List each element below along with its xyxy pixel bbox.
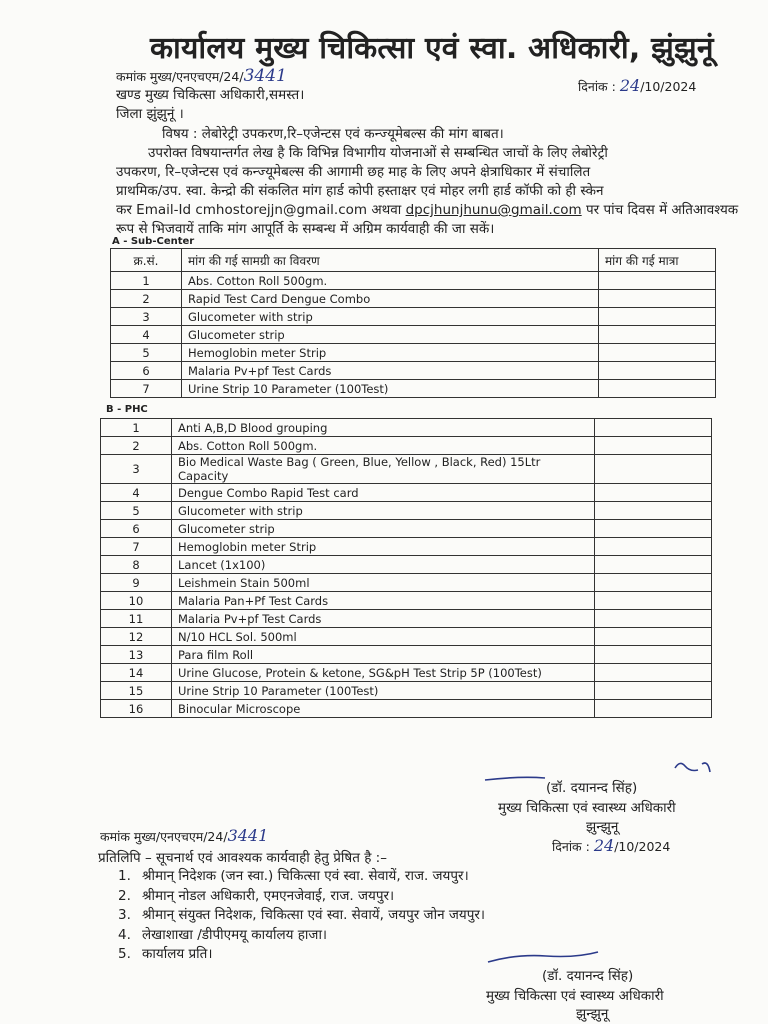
- table-row: [101, 419, 712, 437]
- row-quantity-cell[interactable]: [595, 556, 712, 574]
- row-item: Para film Roll: [172, 646, 595, 664]
- header-quantity: मांग की गई मात्रा: [599, 249, 716, 272]
- row-quantity-cell[interactable]: [599, 362, 716, 380]
- signatory-designation-2: मुख्य चिकित्सा एवं स्वास्थ्य अधिकारी: [486, 988, 664, 1004]
- copy-item-text: श्रीमान् नोडल अधिकारी, एमएनजेवाई, राज. जयपुर।: [142, 887, 395, 904]
- table-header-row: [111, 249, 716, 272]
- body-line-5: रूप से भिजवायें ताकि मांग आपूर्ति के सम्बन्ध में अग्रिम कार्यवाही की जा सकें।: [116, 221, 495, 237]
- table-row: [101, 646, 712, 664]
- table-row: [101, 520, 712, 538]
- ref-prefix: कमांक मुख्य/एनएचएम/24/: [116, 69, 244, 84]
- copy-list-item: [118, 905, 485, 925]
- table-row: [101, 455, 712, 484]
- body-line-1: उपरोक्त विषयान्तर्गत लेख है कि विभिन्न विभागीय योजनाओं से सम्बन्धित जाचों के लिए लेबोरेट्री: [148, 145, 608, 161]
- signatory-designation-1: मुख्य चिकित्सा एवं स्वास्थ्य अधिकारी: [498, 800, 676, 816]
- row-serial: 11: [101, 610, 172, 628]
- row-serial: 1: [111, 272, 182, 290]
- row-serial: 1: [101, 419, 172, 437]
- copy-item-number: 4.: [118, 926, 131, 943]
- body-line-4-text-a: कर Email-Id cmhostorejjn@gmail.com अथवा: [116, 202, 402, 218]
- table-row: [111, 344, 716, 362]
- row-serial: 8: [101, 556, 172, 574]
- table-row: [101, 502, 712, 520]
- header-item: मांग की गई सामग्री का विवरण: [182, 249, 599, 272]
- row-serial: 5: [101, 502, 172, 520]
- table-row: [101, 628, 712, 646]
- table-row: [111, 272, 716, 290]
- reference-number: [116, 66, 287, 86]
- section-b-label: B - PHC: [106, 404, 148, 415]
- row-item: Glucometer with strip: [172, 502, 595, 520]
- row-item: Abs. Cotton Roll 500gm.: [182, 272, 599, 290]
- signatory-place-1: झुन्झुनू: [586, 819, 619, 835]
- copy-item-text: श्रीमान् निदेशक (जन स्वा.) चिकित्सा एवं स्वा. सेवायें, राज. जयपुर।: [142, 868, 469, 884]
- row-quantity-cell[interactable]: [599, 380, 716, 398]
- row-item: Rapid Test Card Dengue Combo: [182, 290, 599, 308]
- row-item: Anti A,B,D Blood grouping: [172, 419, 595, 437]
- row-item: Hemoglobin meter Strip: [182, 344, 599, 362]
- copy-recipient-list: [118, 866, 485, 964]
- signature-scribble-2: [486, 944, 606, 968]
- copy-item-text: श्रीमान् संयुक्त निदेशक, चिकित्सा एवं स्वा. सेवायें, जयपुर जोन जयपुर।: [142, 907, 486, 923]
- table-row: [111, 308, 716, 326]
- table-row: [101, 610, 712, 628]
- copy-ref-number-handwritten: 3441: [227, 826, 269, 845]
- signatory-name-2: (डॉ. दयानन्द सिंह): [542, 968, 634, 984]
- recipient-line-1: खण्ड मुख्य चिकित्सा अधिकारी,समस्त।: [116, 87, 305, 103]
- ref-number-handwritten: 3441: [243, 66, 287, 86]
- signatory-place-2: झुन्झुनू: [576, 1006, 609, 1022]
- copy-reference-number: [100, 826, 268, 845]
- row-item: Hemoglobin meter Strip: [172, 538, 595, 556]
- section-a-label: A - Sub-Center: [112, 236, 195, 247]
- copy-date-rest: /10/2024: [614, 839, 671, 854]
- row-quantity-cell[interactable]: [595, 592, 712, 610]
- table-row: [101, 538, 712, 556]
- date-label: दिनांक :: [578, 79, 616, 94]
- phc-table: [100, 418, 712, 718]
- row-quantity-cell[interactable]: [599, 272, 716, 290]
- body-line-3: प्राथमिक/उप. स्वा. केन्द्रो की संकलित मांग हार्ड कोपी हस्ताक्षर एवं मोहर लगी हार्ड कॉफी को ही स्केन: [116, 183, 604, 199]
- table-row: [101, 664, 712, 682]
- date-day-handwritten: 24: [619, 76, 641, 95]
- subject-line: विषय : लेबोरेट्री उपकरण,रि–एजेन्टस एवं कन्ज्यूमेबल्स की मांग बाबत।: [162, 126, 504, 142]
- row-quantity-cell[interactable]: [595, 700, 712, 718]
- row-quantity-cell[interactable]: [595, 682, 712, 700]
- copy-item-text: कार्यालय प्रति।: [142, 946, 213, 962]
- copy-item-number: 2.: [118, 887, 131, 904]
- row-item: Malaria Pan+Pf Test Cards: [172, 592, 595, 610]
- row-quantity-cell[interactable]: [599, 344, 716, 362]
- row-serial: 6: [111, 362, 182, 380]
- row-item: Urine Strip 10 Parameter (100Test): [182, 380, 599, 398]
- row-item: Lancet (1x100): [172, 556, 595, 574]
- copy-list-item: [118, 925, 485, 945]
- copy-list-item: [118, 866, 485, 886]
- row-serial: 3: [101, 455, 172, 484]
- table-row: [111, 362, 716, 380]
- row-serial: 13: [101, 646, 172, 664]
- table-row: [101, 574, 712, 592]
- row-quantity-cell[interactable]: [595, 574, 712, 592]
- body-line-4: [116, 200, 738, 218]
- row-quantity-cell[interactable]: [595, 646, 712, 664]
- copy-item-number: 1.: [118, 868, 131, 884]
- email-link: dpcjhunjhunu@gmail.com: [405, 202, 582, 218]
- table-row: [111, 380, 716, 398]
- table-row: [111, 290, 716, 308]
- table-row: [101, 484, 712, 502]
- body-line-4-text-b: पर पांच दिवस में अतिआवश्यक: [585, 202, 739, 218]
- row-serial: 2: [111, 290, 182, 308]
- copy-item-text: लेखाशाखा /डीपीएमयू कार्यालय हाजा।: [142, 926, 328, 943]
- row-quantity-cell[interactable]: [595, 628, 712, 646]
- copy-list-item: [118, 944, 485, 964]
- row-quantity-cell[interactable]: [599, 308, 716, 326]
- row-item: Malaria Pv+pf Test Cards: [172, 610, 595, 628]
- row-serial: 4: [101, 484, 172, 502]
- row-serial: 4: [111, 326, 182, 344]
- row-item: Glucometer strip: [182, 326, 599, 344]
- row-quantity-cell[interactable]: [599, 326, 716, 344]
- header-serial: क्र.सं.: [111, 249, 182, 272]
- letter-date: [578, 76, 696, 95]
- row-serial: 3: [111, 308, 182, 326]
- row-quantity-cell[interactable]: [595, 520, 712, 538]
- row-item: Binocular Microscope: [172, 700, 595, 718]
- row-item: Urine Glucose, Protein & ketone, SG&pH Test Strip 5P (100Test): [172, 664, 595, 682]
- signatory-name-1: (डॉ. दयानन्द सिंह): [546, 780, 638, 796]
- row-quantity-cell[interactable]: [595, 538, 712, 556]
- row-serial: 5: [111, 344, 182, 362]
- row-quantity-cell[interactable]: [595, 419, 712, 437]
- row-serial: 12: [101, 628, 172, 646]
- row-serial: 6: [101, 520, 172, 538]
- row-serial: 16: [101, 700, 172, 718]
- copy-ref-prefix: कमांक मुख्य/एनएचएम/24/: [100, 829, 228, 844]
- row-item: Bio Medical Waste Bag ( Green, Blue, Yellow , Black, Red) 15Ltr Capacity: [172, 455, 595, 484]
- row-item: Malaria Pv+pf Test Cards: [182, 362, 599, 380]
- date-rest: /10/2024: [640, 79, 697, 94]
- row-item: N/10 HCL Sol. 500ml: [172, 628, 595, 646]
- recipient-line-2: जिला झुंझुनूं ।: [116, 106, 184, 122]
- row-quantity-cell[interactable]: [595, 455, 712, 484]
- table-row: [101, 437, 712, 455]
- row-serial: 10: [101, 592, 172, 610]
- row-item: Glucometer strip: [172, 520, 595, 538]
- row-item: Dengue Combo Rapid Test card: [172, 484, 595, 502]
- row-quantity-cell[interactable]: [595, 484, 712, 502]
- table-row: [101, 682, 712, 700]
- row-quantity-cell[interactable]: [595, 437, 712, 455]
- copy-intro: प्रतिलिपि – सूचनार्थ एवं आवश्यक कार्यवाही हेतु प्रेषित है :–: [98, 850, 387, 866]
- row-serial: 14: [101, 664, 172, 682]
- row-serial: 2: [101, 437, 172, 455]
- table-row: [101, 556, 712, 574]
- copy-item-number: 5.: [118, 946, 131, 962]
- copy-date-day-handwritten: 24: [593, 836, 615, 855]
- copy-list-item: [118, 886, 485, 906]
- row-serial: 9: [101, 574, 172, 592]
- sub-center-table: [110, 248, 716, 398]
- row-item: Leishmein Stain 500ml: [172, 574, 595, 592]
- copy-date: [552, 836, 670, 855]
- row-serial: 7: [111, 380, 182, 398]
- row-quantity-cell[interactable]: [595, 502, 712, 520]
- row-quantity-cell[interactable]: [595, 664, 712, 682]
- row-quantity-cell[interactable]: [599, 290, 716, 308]
- row-item: Abs. Cotton Roll 500gm.: [172, 437, 595, 455]
- table-row: [101, 592, 712, 610]
- row-item: Glucometer with strip: [182, 308, 599, 326]
- table-row: [101, 700, 712, 718]
- row-item: Urine Strip 10 Parameter (100Test): [172, 682, 595, 700]
- row-quantity-cell[interactable]: [595, 610, 712, 628]
- row-serial: 15: [101, 682, 172, 700]
- row-serial: 7: [101, 538, 172, 556]
- body-line-2: उपकरण, रि–एजेन्टस एवं कन्ज्यूमेबल्स की आगामी छह माह के लिए अपने क्षेत्राधिकार में संचालित: [116, 164, 591, 180]
- copy-date-label: दिनांक :: [552, 839, 590, 854]
- office-title: कार्यालय मुख्य चिकित्सा एवं स्वा. अधिकारी, झुंझुनूं: [150, 31, 714, 66]
- copy-item-number: 3.: [118, 907, 131, 923]
- table-row: [111, 326, 716, 344]
